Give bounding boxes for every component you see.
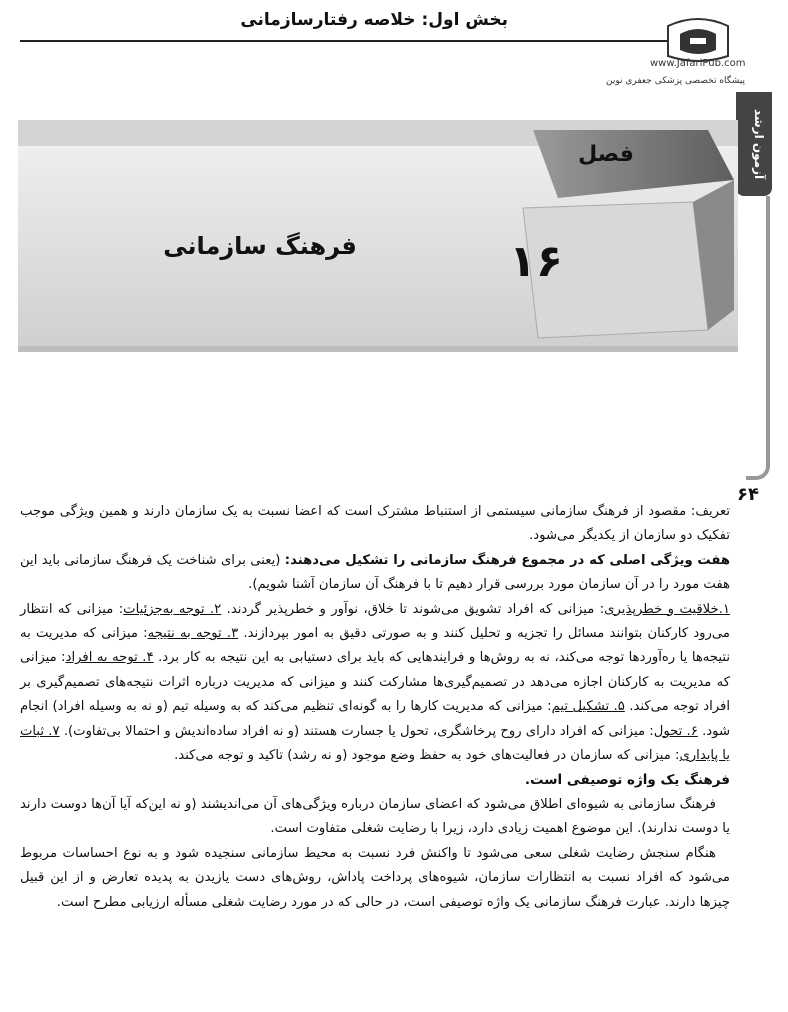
chapter-label: فصل bbox=[578, 142, 634, 167]
feature-term: ۳. توجه به نتیجه bbox=[147, 626, 239, 642]
feature-term: ۷. ثبات یا پایداری bbox=[20, 723, 730, 764]
feature-text: : میزانی که مدیریت به کارکنان اجازه می‌دهد در تصمیم‌گیری‌ها مشارکت کنند و میزانی که مدیریت درباره اثرات نتیجه‌های تصمیم‌گیری بر افراد توجه می‌کند. bbox=[20, 650, 730, 715]
body-content bbox=[20, 500, 730, 915]
features-list bbox=[20, 598, 730, 769]
feature-text: : میزانی که مدیریت به نتیجه‌ها یا ره‌آوردها توجه می‌کند، نه به روش‌ها و فرایندهایی که باید برای دستیابی به این نتیجه به کار برد. bbox=[20, 626, 731, 666]
feature-text: : میزانی که افراد تشویق می‌شوند تا خلاق، نوآور و خطرپذیر گردند. bbox=[226, 601, 605, 617]
side-tab-label: آزمون ارشد bbox=[752, 108, 766, 180]
chapter-number: ۱۶ bbox=[509, 236, 563, 287]
feature-text: : میزانی که انتظار می‌رود کارکنان بتوانند مسائل را تجزیه و تحلیل کنند و به صورتی دقیق به امور بپردازند. bbox=[20, 601, 730, 642]
seven-features-intro: (یعنی برای شناخت یک فرهنگ سازمانی باید این هفت مورد را در آن سازمان مورد بررسی قرار دهیم تا با فرهنگ آن سازمان آشنا شویم). bbox=[20, 552, 730, 593]
seven-features-paragraph bbox=[20, 549, 730, 598]
chapter-title: فرهنگ سازمانی bbox=[163, 232, 357, 260]
feature-text: : میزانی که سازمان در فعالیت‌های خود به حفظ وضع موجود (و نه رشد) تاکید و توجه می‌کند. bbox=[174, 748, 680, 764]
feature-term: ۱.خلاقیت و خطرپذیری bbox=[604, 601, 730, 617]
feature-term: ۴. توجه به افراد bbox=[65, 650, 154, 666]
paragraph: هنگام سنجش رضایت شغلی سعی می‌شود تا واکنش فرد نسبت به محیط سازمانی سنجیده شود و به نوع احساسات مربوط می‌شود که افراد نسبت به انتظارات سازمان، شیوه‌های پرداخت پاداش، روش‌های دست یازیدن به پدیده تعارض و از این قبیل چیزها دارند. عبارت فرهنگ سازمانی یک واژه توصیفی است، در حالی که در مورد رضایت شغلی مسأله ارزیابی مطرح است. bbox=[20, 845, 730, 910]
feature-term: ۲. توجه به‌جزئیات bbox=[123, 601, 222, 617]
definition-paragraph: تعریف: مقصود از فرهنگ سازمانی سیستمی از استنباط مشترک است که اعضا نسبت به یک سازمان دارند و همین ویژگی موجب تفکیک دو سازمان از یکدیگر می‌شود. bbox=[20, 504, 730, 544]
seven-features-heading: هفت ویژگی اصلی که در مجموع فرهنگ سازمانی را تشکیل می‌دهند: bbox=[284, 552, 731, 568]
page-number: ۶۴ bbox=[737, 484, 759, 505]
header-rule bbox=[20, 40, 696, 42]
feature-term: ۶. تحول bbox=[653, 723, 698, 739]
feature-text: : میزانی که مدیریت کارها را به گونه‌ای تنظیم می‌کند که به وسیله تیم (و نه به وسیله افراد) انجام شود. bbox=[20, 699, 730, 739]
feature-term: ۵. تشکیل تیم bbox=[551, 699, 625, 715]
section-title: بخش اول: خلاصه رفتارسازمانی bbox=[240, 10, 508, 30]
paragraph: فرهنگ سازمانی به شیوه‌ای اطلاق می‌شود که اعضای سازمان درباره ویژگی‌های آن می‌اندیشند (و نه این‌که آیا آن‌ها دوست دارند یا دوست ندارند). این موضوع اهمیت زیادی دارد، زیرا با رضایت شغلی متفاوت است. bbox=[19, 796, 730, 837]
feature-text: : میزانی که افراد دارای روح پرخاشگری، تحول یا جسارت هستند (و نه افراد ساده‌اندیش و احتمالا بی‌تفاوت). bbox=[63, 723, 654, 739]
subheading: فرهنگ یک واژه توصیفی است. bbox=[524, 772, 730, 789]
logo-subtitle: پیشگاه تخصصی پزشکی جعفری نوین bbox=[606, 76, 746, 86]
side-rail bbox=[746, 196, 770, 480]
logo-url: www.JafariPub.com bbox=[650, 58, 746, 69]
